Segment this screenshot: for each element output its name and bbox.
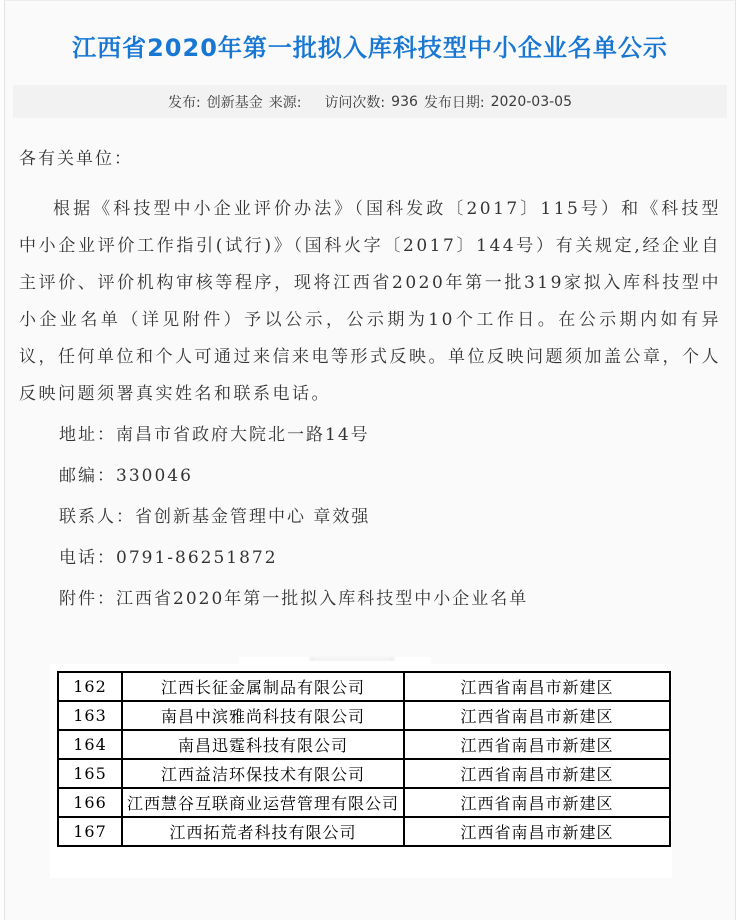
region-cell: 江西省南昌市新建区 xyxy=(404,817,670,846)
publish-label: 发布: xyxy=(168,94,201,111)
row-number-cell: 164 xyxy=(58,730,122,759)
region-cell: 江西省南昌市新建区 xyxy=(404,788,670,817)
announcement-body xyxy=(5,149,735,690)
company-name-cell: 江西益洁环保技术有限公司 xyxy=(122,759,404,788)
salutation: 各有关单位： xyxy=(19,149,133,169)
company-name-cell: 南昌中滨雅尚科技有限公司 xyxy=(122,701,404,730)
attachment-image xyxy=(50,664,672,878)
visits-value: 936 xyxy=(391,93,418,110)
company-table-body xyxy=(58,672,670,846)
publish-value: 创新基金 xyxy=(206,94,263,111)
visits-label: 访问次数: xyxy=(324,94,386,111)
region-cell: 江西省南昌市新建区 xyxy=(404,672,670,701)
region-cell: 江西省南昌市新建区 xyxy=(404,730,670,759)
address-line: 地址：南昌市省政府大院北一路14号 xyxy=(59,425,370,445)
table-row xyxy=(58,759,670,788)
region-cell: 江西省南昌市新建区 xyxy=(404,701,670,730)
table-row xyxy=(58,730,670,759)
meta-bar xyxy=(13,85,727,118)
table-row xyxy=(58,788,670,817)
contact-line: 联系人：省创新基金管理中心 章效强 xyxy=(59,507,371,527)
source-label: 来源: xyxy=(268,94,302,111)
phone-line: 电话：0791-86251872 xyxy=(59,548,278,568)
row-number-cell: 167 xyxy=(58,817,122,846)
company-name-cell: 江西慧谷互联商业运营管理有限公司 xyxy=(122,788,404,817)
attachment-line: 附件：江西省2020年第一批拟入库科技型中小企业名单 xyxy=(59,589,529,609)
row-number-cell: 165 xyxy=(58,759,122,788)
main-paragraph: 根据《科技型中小企业评价办法》（国科发政〔2017〕115号）和《科技型中小企业评价工作指引(试行)》（国科火字〔2017〕144号）有关规定,经企业自主评价、评价机构审核等程序，现将江西省2020年第一批319家拟入库科技型中小企业名单（详见附件）予以公示，公示期为10个工作日。在公示期内如有异议，任何单位和个人可通过来信来电等形式反映。单位反映问题须加盖公章，个人反映问题须署真实姓名和联系电话。 xyxy=(19,199,721,404)
highlighted-company-cell: 江西拓荒者科技有限公司 xyxy=(122,817,404,846)
table-row xyxy=(58,817,670,846)
publish-date-label: 发布日期: xyxy=(423,94,485,111)
table-row xyxy=(58,672,670,701)
page-title: 江西省2020年第一批拟入库科技型中小企业名单公示 xyxy=(72,34,668,62)
company-name-cell: 江西长征金属制品有限公司 xyxy=(122,672,404,701)
postcode-line: 邮编：330046 xyxy=(59,466,193,486)
row-number-cell: 166 xyxy=(58,788,122,817)
company-name-cell: 南昌迅霆科技有限公司 xyxy=(122,730,404,759)
announcement-page xyxy=(4,0,736,920)
company-table xyxy=(57,671,671,847)
row-number-cell: 163 xyxy=(58,701,122,730)
region-cell: 江西省南昌市新建区 xyxy=(404,759,670,788)
row-number-cell: 162 xyxy=(58,672,122,701)
table-row xyxy=(58,701,670,730)
publish-date-value: 2020-03-05 xyxy=(490,93,572,110)
